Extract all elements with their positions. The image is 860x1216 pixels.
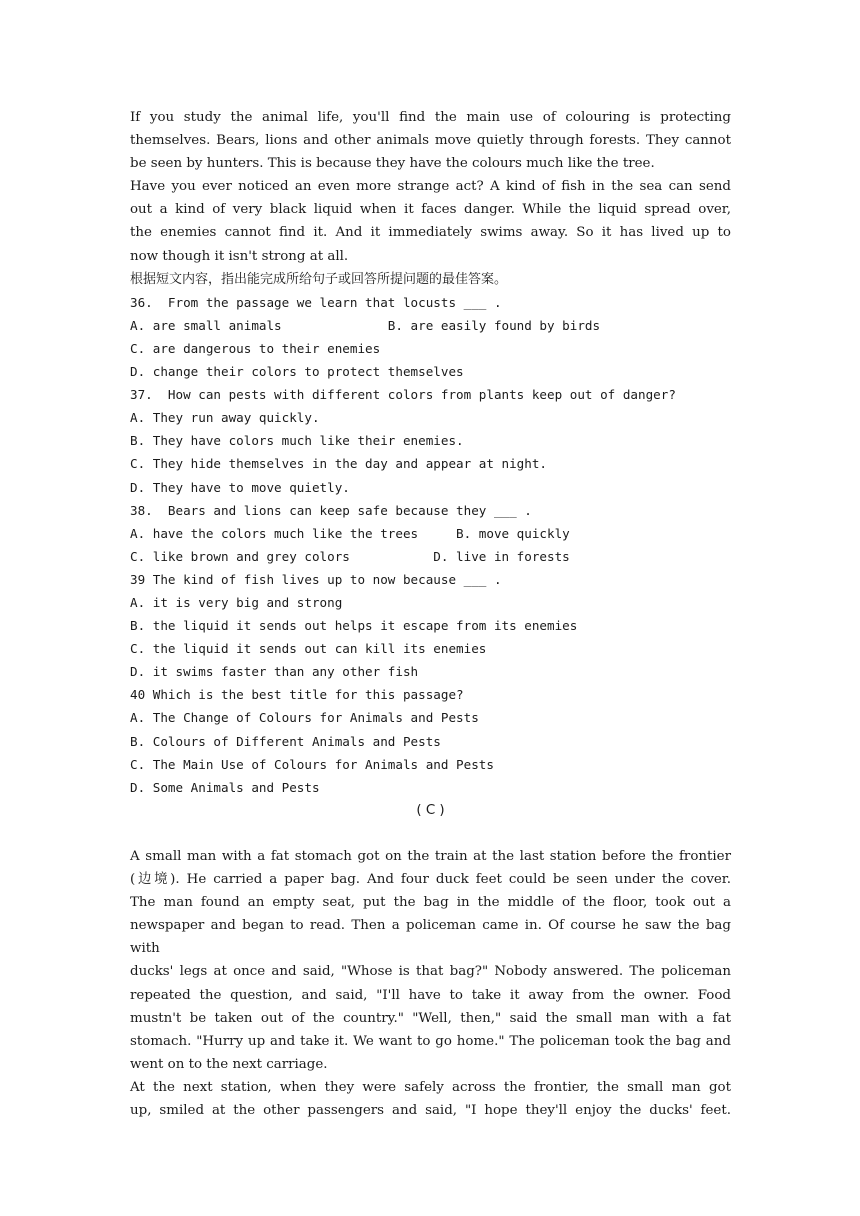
passage-line: repeated the question, and said, "I'll have to take it away from the owner. Food [130, 987, 731, 1003]
answer-option: A. have the colors much like the trees B. move quickly [130, 525, 570, 541]
answer-option: B. the liquid it sends out helps it escape from its enemies [130, 618, 578, 634]
spacer [130, 822, 731, 845]
answer-option: D. it swims faster than any other fish [130, 664, 419, 680]
question-stem: 37. How can pests with different colors from plants keep out of danger? [130, 387, 676, 403]
instruction-text: 根据短文内容，指出能完成所给句子或回答所提问题的最佳答案。 [130, 271, 508, 287]
answer-option: A. The Change of Colours for Animals and Pests [130, 710, 479, 726]
passage-c-paragraph-2 [130, 1076, 731, 1122]
passage-line: themselves. Bears, lions and other animals move quietly through forests. They cannot [130, 133, 731, 149]
passage-b [130, 106, 731, 268]
answer-option: D. change their colors to protect themselves [130, 364, 464, 380]
passage-line: (边境). He carried a paper bag. And four duck feet could be seen under the cover. [130, 872, 731, 888]
question-stem: 36. From the passage we learn that locusts ___ . [130, 294, 502, 310]
passage-c-paragraph-1 [130, 845, 731, 1076]
question-stem: 39 The kind of fish lives up to now because ___ . [130, 571, 502, 587]
answer-option: D. Some Animals and Pests [130, 779, 320, 795]
answer-option: C. the liquid it sends out can kill its enemies [130, 641, 487, 657]
question-40 [130, 683, 731, 798]
question-36 [130, 291, 731, 383]
answer-option: A. it is very big and strong [130, 594, 343, 610]
answer-option: C. like brown and grey colors D. live in forests [130, 548, 570, 564]
passage-line: be seen by hunters. This is because they have the colours much like the tree. [130, 156, 655, 172]
question-stem: 40 Which is the best title for this passage? [130, 687, 464, 703]
passage-line: Have you ever noticed an even more strange act? A kind of fish in the sea can send [130, 179, 731, 195]
answer-option: A. They run away quickly. [130, 410, 320, 426]
passage-line: At the next station, when they were safely across the frontier, the small man got [130, 1079, 731, 1095]
passage-line: ducks' legs at once and said, "Whose is that bag?" Nobody answered. The policeman [130, 964, 731, 980]
answer-option: A. are small animals B. are easily found by birds [130, 317, 601, 333]
section-heading: ( C ) [416, 802, 445, 818]
answer-option: D. They have to move quietly. [130, 479, 350, 495]
passage-line: the enemies cannot find it. And it immediately swims away. So it has lived up to [130, 225, 731, 241]
passage-line: went on to the next carriage. [130, 1056, 328, 1072]
passage-line: out a kind of very black liquid when it faces danger. While the liquid spread over, [130, 202, 731, 218]
passage-line: If you study the animal life, you'll find the main use of colouring is protecting [130, 110, 731, 125]
passage-line: up, smiled at the other passengers and said, "I hope they'll enjoy the ducks' feet. [130, 1103, 731, 1119]
question-38 [130, 499, 731, 568]
answer-option: B. They have colors much like their enemies. [130, 433, 464, 449]
passage-line: now though it isn't strong at all. [130, 248, 349, 264]
answer-option: C. They hide themselves in the day and appear at night. [130, 456, 548, 472]
question-37 [130, 383, 731, 498]
answer-option: C. The Main Use of Colours for Animals and Pests [130, 756, 494, 772]
passage-line: newspaper and began to read. Then a policeman came in. Of course he saw the bag with [130, 918, 731, 957]
question-39 [130, 568, 731, 683]
passage-line: A small man with a fat stomach got on the train at the last station before the frontier [130, 849, 731, 864]
document-page [130, 106, 731, 1122]
passage-line: stomach. "Hurry up and take it. We want to go home." The policeman took the bag and [130, 1033, 731, 1049]
answer-option: B. Colours of Different Animals and Pests [130, 733, 441, 749]
question-stem: 38. Bears and lions can keep safe because they ___ . [130, 502, 532, 518]
passage-line: The man found an empty seat, put the bag in the middle of the floor, took out a [130, 895, 731, 911]
passage-line: mustn't be taken out of the country." "Well, then," said the small man with a fat [130, 1010, 731, 1026]
answer-option: C. are dangerous to their enemies [130, 340, 381, 356]
